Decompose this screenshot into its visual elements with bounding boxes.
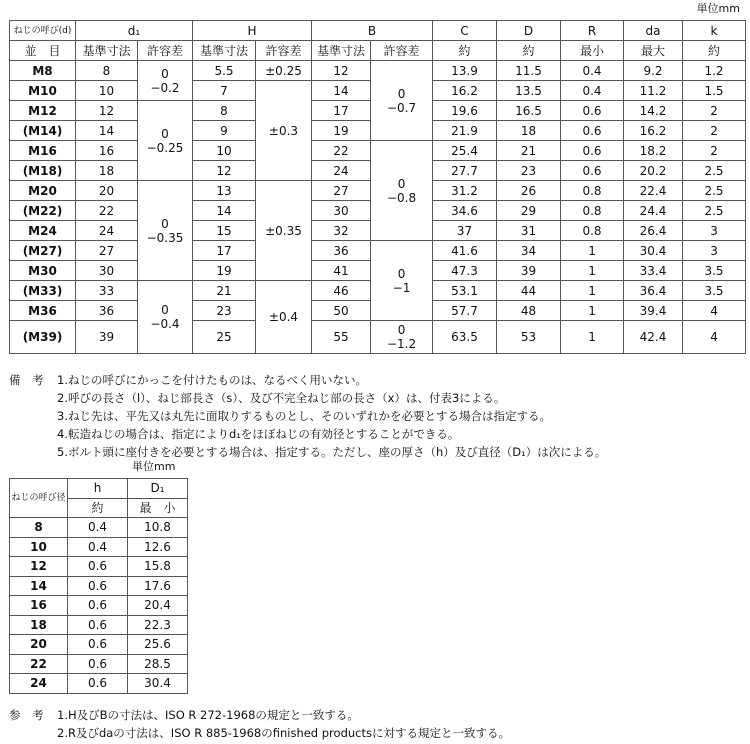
d1-tolerance: 0 −0.25 xyxy=(138,101,193,181)
da-value: 33.4 xyxy=(624,261,683,281)
seat-nominal: 24 xyxy=(10,674,68,694)
header-C: C xyxy=(433,21,497,41)
header-R-min: 最小 xyxy=(561,41,624,61)
H-basic: 19 xyxy=(193,261,256,281)
header-B-tol: 許容差 xyxy=(371,41,433,61)
D-value: 34 xyxy=(497,241,561,261)
header-row-label: 並 目 xyxy=(10,41,76,61)
refs-label: 参 考 xyxy=(9,708,44,722)
header-da: da xyxy=(624,21,683,41)
ref-1 xyxy=(9,706,510,724)
H-tolerance: ±0.35 xyxy=(256,181,312,281)
d1-basic: 10 xyxy=(76,81,138,101)
C-value: 27.7 xyxy=(433,161,497,181)
nominal-size: M8 xyxy=(10,61,76,81)
seat-D1: 20.4 xyxy=(128,596,188,616)
C-value: 25.4 xyxy=(433,141,497,161)
nominal-size: (M33) xyxy=(10,281,76,301)
nominal-size: (M18) xyxy=(10,161,76,181)
k-value: 2.5 xyxy=(683,181,746,201)
k-value: 3 xyxy=(683,221,746,241)
nominal-size: (M39) xyxy=(10,321,76,354)
header-D: D xyxy=(497,21,561,41)
da-value: 36.4 xyxy=(624,281,683,301)
H-basic: 17 xyxy=(193,241,256,261)
d1-basic: 39 xyxy=(76,321,138,354)
seat-h: 0.6 xyxy=(68,576,128,596)
table-row xyxy=(10,241,746,261)
d1-basic: 18 xyxy=(76,161,138,181)
da-value: 26.4 xyxy=(624,221,683,241)
R-value: 0.8 xyxy=(561,201,624,221)
B-basic: 30 xyxy=(312,201,371,221)
seat-D1: 28.5 xyxy=(128,654,188,674)
note-5: 5.ボルト頭に座付きを必要とする場合は、指定する。ただし、座の厚さ（h）及び直径（D₁）は次による。 xyxy=(57,445,607,459)
table-row xyxy=(10,321,746,354)
R-value: 0.6 xyxy=(561,161,624,181)
header-B: B xyxy=(312,21,433,41)
table-row xyxy=(10,557,188,577)
D-value: 44 xyxy=(497,281,561,301)
H-basic: 14 xyxy=(193,201,256,221)
B-basic: 17 xyxy=(312,101,371,121)
R-value: 1 xyxy=(561,301,624,321)
table-row xyxy=(10,141,746,161)
seat-h: 0.6 xyxy=(68,654,128,674)
seat-nominal: 10 xyxy=(10,537,68,557)
main-table-body xyxy=(10,61,746,354)
nominal-size: (M14) xyxy=(10,121,76,141)
D-value: 48 xyxy=(497,301,561,321)
k-value: 2 xyxy=(683,121,746,141)
seat-table-body xyxy=(10,518,188,694)
seat-nominal: 18 xyxy=(10,615,68,635)
C-value: 13.9 xyxy=(433,61,497,81)
C-value: 34.6 xyxy=(433,201,497,221)
H-basic: 7 xyxy=(193,81,256,101)
da-value: 22.4 xyxy=(624,181,683,201)
header-H-tol: 許容差 xyxy=(256,41,312,61)
H-basic: 10 xyxy=(193,141,256,161)
H-basic: 25 xyxy=(193,321,256,354)
table-row xyxy=(10,576,188,596)
seat-nominal: 22 xyxy=(10,654,68,674)
H-tolerance: ±0.25 xyxy=(256,61,312,81)
B-basic: 50 xyxy=(312,301,371,321)
d1-basic: 33 xyxy=(76,281,138,301)
D-value: 21 xyxy=(497,141,561,161)
seat-D1: 15.8 xyxy=(128,557,188,577)
C-value: 37 xyxy=(433,221,497,241)
d1-basic: 14 xyxy=(76,121,138,141)
sub-header-min: 最 小 xyxy=(128,498,188,518)
C-value: 19.6 xyxy=(433,101,497,121)
H-basic: 13 xyxy=(193,181,256,201)
header-k-approx: 約 xyxy=(683,41,746,61)
unit-label-sub: 単位mm xyxy=(132,460,176,473)
C-value: 16.2 xyxy=(433,81,497,101)
B-basic: 27 xyxy=(312,181,371,201)
d1-tolerance: 0 −0.2 xyxy=(138,61,193,101)
sub-header-approx: 約 xyxy=(68,498,128,518)
R-value: 1 xyxy=(561,321,624,354)
seat-dimension-table xyxy=(9,478,188,694)
D-value: 23 xyxy=(497,161,561,181)
R-value: 0.4 xyxy=(561,81,624,101)
B-tolerance: 0 −1.2 xyxy=(371,321,433,354)
header-d1-basic: 基準寸法 xyxy=(76,41,138,61)
table-row xyxy=(10,518,188,538)
seat-h: 0.4 xyxy=(68,537,128,557)
header-k: k xyxy=(683,21,746,41)
D-value: 26 xyxy=(497,181,561,201)
seat-h: 0.6 xyxy=(68,635,128,655)
header-H: H xyxy=(193,21,312,41)
table-row xyxy=(10,537,188,557)
k-value: 3 xyxy=(683,241,746,261)
H-tolerance: ±0.3 xyxy=(256,81,312,181)
R-value: 1 xyxy=(561,241,624,261)
D-value: 29 xyxy=(497,201,561,221)
header-row-1 xyxy=(10,21,746,41)
d1-basic: 30 xyxy=(76,261,138,281)
header-H-basic: 基準寸法 xyxy=(193,41,256,61)
B-basic: 24 xyxy=(312,161,371,181)
seat-nominal: 8 xyxy=(10,518,68,538)
C-value: 31.2 xyxy=(433,181,497,201)
k-value: 2.5 xyxy=(683,201,746,221)
ref-2: 2.R及びdaの寸法は、ISO R 885-1968のfinished productsに対する規定と一致する。 xyxy=(57,726,510,740)
B-basic: 41 xyxy=(312,261,371,281)
sub-header-D1: D₁ xyxy=(128,479,188,499)
B-basic: 22 xyxy=(312,141,371,161)
B-tolerance: 0 −0.7 xyxy=(371,61,433,141)
seat-h: 0.6 xyxy=(68,596,128,616)
C-value: 41.6 xyxy=(433,241,497,261)
sub-header-nominal: ねじの呼び径 xyxy=(10,479,68,518)
header-nominal: ねじの呼び(d) xyxy=(10,21,76,41)
k-value: 4 xyxy=(683,301,746,321)
seat-D1: 30.4 xyxy=(128,674,188,694)
seat-D1: 12.6 xyxy=(128,537,188,557)
D-value: 16.5 xyxy=(497,101,561,121)
d1-basic: 24 xyxy=(76,221,138,241)
seat-D1: 25.6 xyxy=(128,635,188,655)
table-row xyxy=(10,615,188,635)
d1-basic: 12 xyxy=(76,101,138,121)
H-basic: 15 xyxy=(193,221,256,241)
H-basic: 9 xyxy=(193,121,256,141)
sub-header-h: h xyxy=(68,479,128,499)
d1-basic: 22 xyxy=(76,201,138,221)
R-value: 0.6 xyxy=(561,101,624,121)
B-basic: 14 xyxy=(312,81,371,101)
unit-label-main: 単位mm xyxy=(696,2,740,15)
d1-basic: 16 xyxy=(76,141,138,161)
nominal-size: (M27) xyxy=(10,241,76,261)
B-basic: 46 xyxy=(312,281,371,301)
header-d1-tol: 許容差 xyxy=(138,41,193,61)
B-basic: 55 xyxy=(312,321,371,354)
sub-header-row-1 xyxy=(10,479,188,499)
D-value: 39 xyxy=(497,261,561,281)
seat-D1: 22.3 xyxy=(128,615,188,635)
da-value: 11.2 xyxy=(624,81,683,101)
R-value: 0.4 xyxy=(561,61,624,81)
notes-block xyxy=(9,371,606,461)
seat-h: 0.6 xyxy=(68,674,128,694)
k-value: 3.5 xyxy=(683,281,746,301)
seat-nominal: 16 xyxy=(10,596,68,616)
C-value: 63.5 xyxy=(433,321,497,354)
nominal-size: M12 xyxy=(10,101,76,121)
note-1-text: 1.ねじの呼びにかっこを付けたものは、なるべく用いない。 xyxy=(57,373,367,387)
seat-nominal: 20 xyxy=(10,635,68,655)
D-value: 31 xyxy=(497,221,561,241)
k-value: 1.2 xyxy=(683,61,746,81)
R-value: 0.6 xyxy=(561,141,624,161)
k-value: 3.5 xyxy=(683,261,746,281)
note-4: 4.転造ねじの場合は、指定によりd₁をほぼねじの有効径とすることができる。 xyxy=(57,427,460,441)
header-d1: d₁ xyxy=(76,21,193,41)
C-value: 21.9 xyxy=(433,121,497,141)
da-value: 9.2 xyxy=(624,61,683,81)
nominal-size: M20 xyxy=(10,181,76,201)
H-basic: 12 xyxy=(193,161,256,181)
seat-h: 0.6 xyxy=(68,615,128,635)
k-value: 2 xyxy=(683,101,746,121)
da-value: 42.4 xyxy=(624,321,683,354)
note-1 xyxy=(9,371,606,389)
H-basic: 21 xyxy=(193,281,256,301)
B-basic: 36 xyxy=(312,241,371,261)
C-value: 53.1 xyxy=(433,281,497,301)
da-value: 20.2 xyxy=(624,161,683,181)
nominal-size: M10 xyxy=(10,81,76,101)
seat-nominal: 12 xyxy=(10,557,68,577)
D-value: 13.5 xyxy=(497,81,561,101)
k-value: 2 xyxy=(683,141,746,161)
note-2: 2.呼びの長さ（l）、ねじ部長さ（s）、及び不完全ねじ部の長さ（x）は、付表3による。 xyxy=(57,391,506,405)
R-value: 0.8 xyxy=(561,221,624,241)
da-value: 16.2 xyxy=(624,121,683,141)
C-value: 47.3 xyxy=(433,261,497,281)
header-B-basic: 基準寸法 xyxy=(312,41,371,61)
da-value: 30.4 xyxy=(624,241,683,261)
table-row xyxy=(10,61,746,81)
B-basic: 12 xyxy=(312,61,371,81)
da-value: 39.4 xyxy=(624,301,683,321)
D-value: 53 xyxy=(497,321,561,354)
nominal-size: M24 xyxy=(10,221,76,241)
seat-D1: 17.6 xyxy=(128,576,188,596)
k-value: 1.5 xyxy=(683,81,746,101)
seat-D1: 10.8 xyxy=(128,518,188,538)
nominal-size: (M22) xyxy=(10,201,76,221)
d1-basic: 20 xyxy=(76,181,138,201)
da-value: 18.2 xyxy=(624,141,683,161)
seat-h: 0.4 xyxy=(68,518,128,538)
table-row xyxy=(10,635,188,655)
nominal-size: M16 xyxy=(10,141,76,161)
header-R: R xyxy=(561,21,624,41)
d1-tolerance: 0 −0.4 xyxy=(138,281,193,354)
H-basic: 5.5 xyxy=(193,61,256,81)
da-value: 24.4 xyxy=(624,201,683,221)
table-row xyxy=(10,674,188,694)
d1-basic: 8 xyxy=(76,61,138,81)
seat-h: 0.6 xyxy=(68,557,128,577)
B-tolerance: 0 −0.8 xyxy=(371,141,433,241)
R-value: 1 xyxy=(561,281,624,301)
header-da-max: 最大 xyxy=(624,41,683,61)
d1-basic: 27 xyxy=(76,241,138,261)
seat-nominal: 14 xyxy=(10,576,68,596)
nominal-size: M36 xyxy=(10,301,76,321)
table-row xyxy=(10,654,188,674)
R-value: 0.6 xyxy=(561,121,624,141)
da-value: 14.2 xyxy=(624,101,683,121)
R-value: 0.8 xyxy=(561,181,624,201)
B-basic: 32 xyxy=(312,221,371,241)
R-value: 1 xyxy=(561,261,624,281)
note-3: 3.ねじ先は、平先又は丸先に面取りするものとし、そのいずれかを必要とする場合は指定する。 xyxy=(57,409,551,423)
table-row xyxy=(10,596,188,616)
reference-block xyxy=(9,706,510,742)
main-dimension-table xyxy=(9,20,746,354)
notes-label: 備 考 xyxy=(9,373,44,387)
H-tolerance: ±0.4 xyxy=(256,281,312,354)
B-tolerance: 0 −1 xyxy=(371,241,433,321)
B-basic: 19 xyxy=(312,121,371,141)
ref-1-text: 1.H及びBの寸法は、ISO R 272-1968の規定と一致する。 xyxy=(57,708,359,722)
H-basic: 8 xyxy=(193,101,256,121)
k-value: 4 xyxy=(683,321,746,354)
header-D-approx: 約 xyxy=(497,41,561,61)
d1-basic: 36 xyxy=(76,301,138,321)
header-row-2 xyxy=(10,41,746,61)
header-C-approx: 約 xyxy=(433,41,497,61)
nominal-size: M30 xyxy=(10,261,76,281)
k-value: 2.5 xyxy=(683,161,746,181)
D-value: 18 xyxy=(497,121,561,141)
d1-tolerance: 0 −0.35 xyxy=(138,181,193,281)
H-basic: 23 xyxy=(193,301,256,321)
D-value: 11.5 xyxy=(497,61,561,81)
C-value: 57.7 xyxy=(433,301,497,321)
